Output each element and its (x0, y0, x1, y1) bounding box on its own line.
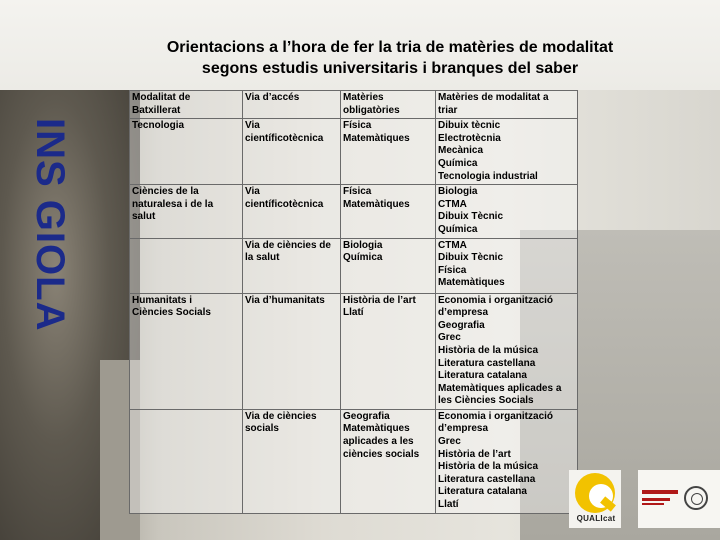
header-modalitat (130, 91, 243, 119)
cell-obligatories (341, 293, 436, 409)
cell-text: d’empresa (438, 307, 489, 319)
cell-text: ciències socials (343, 448, 420, 460)
cell-text: Economia i organització (438, 294, 554, 306)
cell-text: salut (132, 211, 156, 223)
cell-text: Via de ciències de (245, 239, 331, 251)
cell-obligatories (341, 409, 436, 513)
cell-text: Mecànica (438, 145, 484, 157)
cell-text: Matemàtiques (438, 277, 505, 289)
cell-modalitat (130, 185, 243, 238)
qualicat-logo-text: QUALIcat (576, 514, 616, 523)
table-row (130, 185, 578, 238)
cell-text: científicotècnica (245, 132, 324, 144)
cell-text: Tecnologia industrial (438, 170, 538, 182)
cell-via (243, 293, 341, 409)
cell-text: la salut (245, 252, 280, 264)
cell-text: Història de la música (438, 344, 539, 356)
cell-text: CTMA (438, 239, 467, 251)
cell-text: Grec (438, 332, 461, 344)
cell-text: Via (245, 120, 260, 132)
certification-text-mark (642, 496, 682, 505)
cell-text: Geografia (438, 319, 485, 331)
cell-text: Humanitats i (132, 294, 193, 306)
header-text: triar (438, 104, 458, 116)
cell-text: Ciències de la (132, 186, 199, 198)
header-obligatories (341, 91, 436, 119)
cell-triar (436, 293, 578, 409)
page-title (120, 37, 660, 79)
cell-text: Dibuix Tècnic (438, 252, 504, 264)
cell-text: naturalesa i de la (132, 198, 214, 210)
cell-text: Via de ciències (245, 410, 317, 422)
cell-text: Física (343, 120, 372, 132)
subjects-table (129, 90, 578, 514)
cell-text: Grec (438, 436, 461, 448)
cell-modalitat (130, 293, 243, 409)
cell-text: Literatura catalana (438, 370, 527, 382)
table-row (130, 293, 578, 409)
cell-triar (436, 238, 578, 293)
cell-text: les Ciències Socials (438, 395, 534, 407)
cell-text: Història de l’art (438, 448, 511, 460)
header-text: Via d’accés (245, 92, 300, 103)
cell-text: Química (438, 157, 478, 169)
cell-triar (436, 185, 578, 238)
cell-text: Química (343, 252, 383, 264)
cell-text: CTMA (438, 198, 467, 210)
cell-text: Dibuix Tècnic (438, 211, 504, 223)
cell-triar (436, 119, 578, 185)
cell-text: Física (438, 264, 467, 276)
cell-obligatories (341, 119, 436, 185)
cell-text: Matemàtiques (343, 198, 410, 210)
cell-modalitat (130, 119, 243, 185)
side-label-text: INS GIOLA (28, 118, 72, 332)
cell-text: Matemàtiques (343, 132, 410, 144)
cell-text: científicotècnica (245, 198, 324, 210)
cell-modalitat (130, 409, 243, 513)
header-text: Modalitat de (132, 92, 191, 103)
title-line-1: Orientacions a l’hora de fer la tria de matèries de modalitat (166, 39, 614, 56)
cell-text: Electrotècnia (438, 132, 501, 144)
cell-triar (436, 409, 578, 513)
cell-obligatories (341, 238, 436, 293)
cell-text: Literatura castellana (438, 473, 536, 485)
cell-via (243, 119, 341, 185)
cell-via (243, 238, 341, 293)
header-text: obligatòries (343, 104, 400, 116)
header-text: Matèries de modalitat a (438, 92, 549, 103)
cell-text: Via (245, 186, 260, 198)
cell-text: Via d’humanitats (245, 294, 325, 306)
table-row (130, 119, 578, 185)
cell-text: Història de l’art (343, 294, 416, 306)
cell-text: Literatura castellana (438, 357, 536, 369)
certification-bar (642, 490, 678, 494)
table-header-row (130, 91, 578, 119)
header-via (243, 91, 341, 119)
cell-obligatories (341, 185, 436, 238)
header-triar (436, 91, 578, 119)
cell-text: Tecnologia (132, 120, 185, 132)
cell-text: Matemàtiques aplicades a (438, 382, 562, 394)
cell-text: Dibuix tècnic (438, 120, 501, 132)
cell-via (243, 185, 341, 238)
cell-text: Literatura catalana (438, 486, 527, 498)
cell-via (243, 409, 341, 513)
cell-text: Història de la música (438, 461, 539, 473)
cell-modalitat (130, 238, 243, 293)
cell-text: Ciències Socials (132, 307, 211, 319)
header-text: Matèries (343, 92, 384, 103)
title-line-2: segons estudis universitaris i branques del saber (201, 60, 579, 77)
certification-seal-icon (684, 486, 708, 510)
certification-logo (638, 470, 720, 528)
cell-text: socials (245, 423, 279, 435)
table-row (130, 238, 578, 293)
cell-text: Biologia (343, 239, 383, 251)
cell-text: d’empresa (438, 423, 489, 435)
cell-text: Química (438, 223, 478, 235)
table-row (130, 409, 578, 513)
cell-text: Biologia (438, 186, 478, 198)
cell-text: aplicades a les (343, 436, 414, 448)
cell-text: Física (343, 186, 372, 198)
side-label (22, 118, 72, 373)
qualicat-logo (569, 470, 621, 528)
header-text: Batxillerat (132, 104, 181, 116)
cell-text: Matemàtiques (343, 423, 410, 435)
cell-text: Llatí (438, 499, 459, 511)
cell-text: Llatí (343, 307, 364, 319)
cell-text: Economia i organització (438, 410, 554, 422)
cell-text: Geografia (343, 410, 390, 422)
